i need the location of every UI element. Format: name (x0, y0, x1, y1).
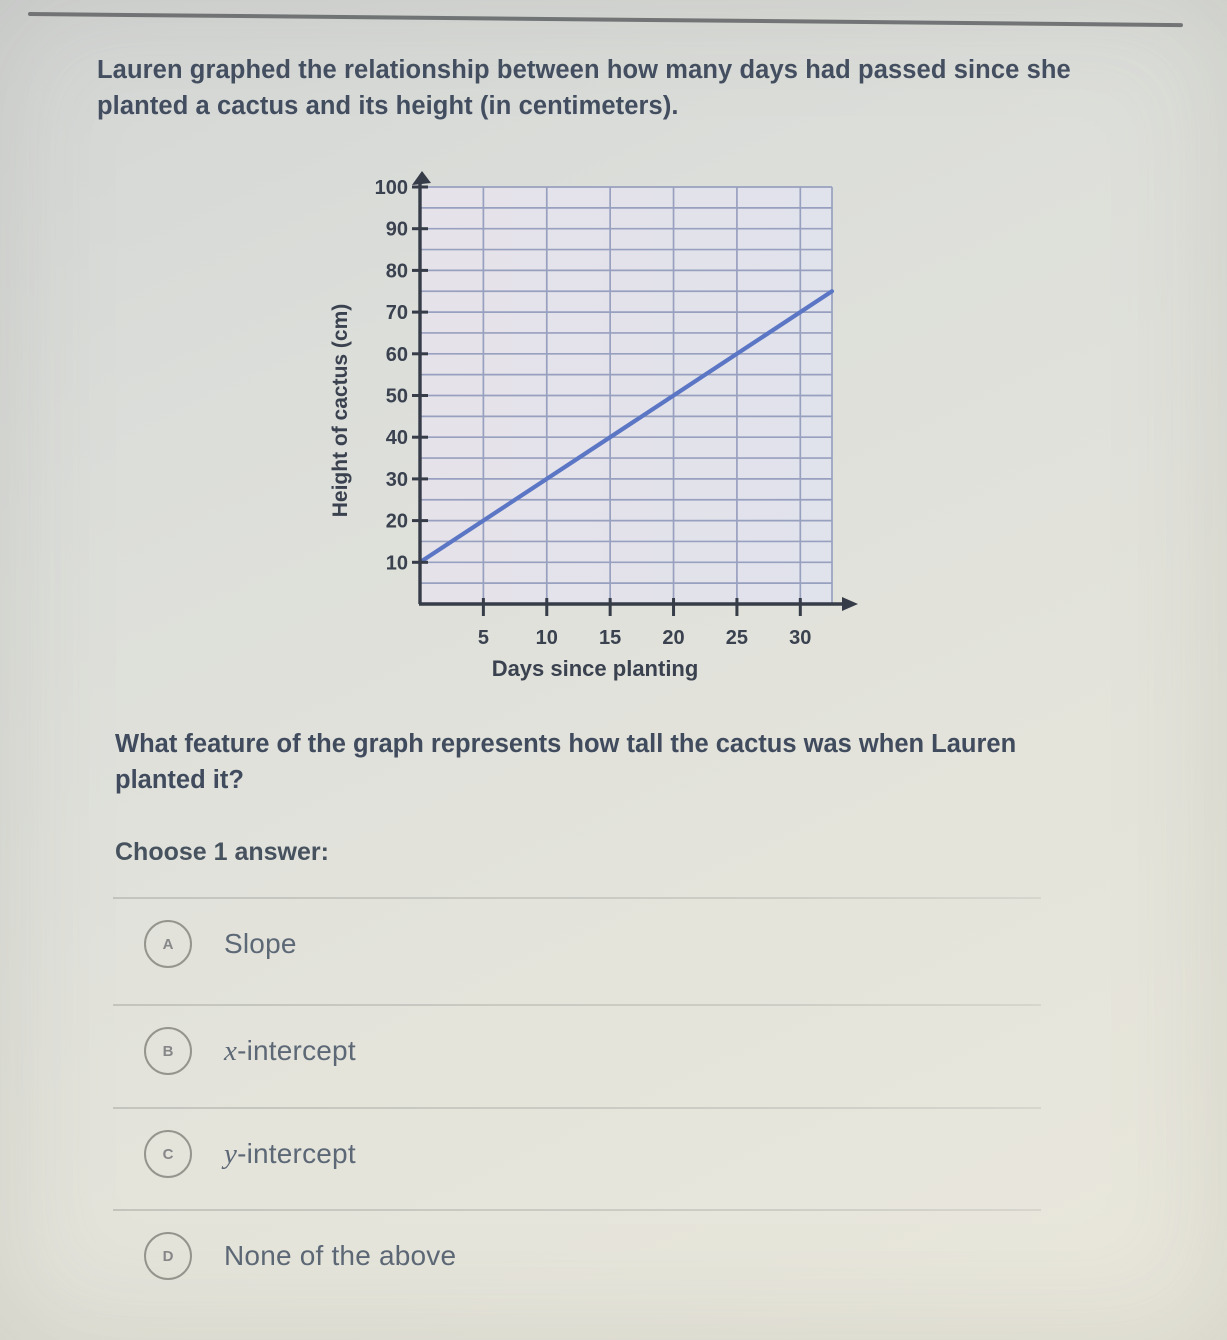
svg-text:5: 5 (477, 627, 489, 649)
answer-option-a[interactable] (144, 920, 297, 968)
radio-button[interactable] (144, 1130, 192, 1178)
line-chart (315, 163, 860, 708)
svg-text:30: 30 (789, 627, 812, 649)
option-letter: B (162, 1042, 174, 1060)
question-text: What feature of the graph represents how tall the cactus was when Lauren planted it? (115, 730, 1017, 794)
svg-text:60: 60 (385, 343, 408, 366)
top-divider (28, 12, 1183, 27)
svg-text:20: 20 (662, 627, 685, 649)
svg-text:20: 20 (385, 510, 408, 533)
option-letter: D (162, 1247, 174, 1265)
option-label: x-intercept (224, 1034, 356, 1067)
radio-button[interactable] (144, 920, 192, 968)
svg-text:70: 70 (385, 302, 408, 325)
svg-text:50: 50 (385, 385, 408, 408)
answer-option-c[interactable] (144, 1130, 356, 1178)
answer-option-d[interactable] (144, 1232, 456, 1280)
svg-text:Days since planting: Days since planting (491, 656, 699, 681)
math-variable: x (224, 1034, 238, 1067)
choose-answer-label: Choose 1 answer: (115, 838, 329, 866)
option-divider (113, 1209, 1041, 1211)
option-divider (113, 897, 1041, 899)
svg-text:90: 90 (385, 218, 408, 241)
svg-text:40: 40 (385, 427, 408, 450)
option-label: None of the above (224, 1240, 457, 1271)
option-letter: A (162, 935, 174, 953)
svg-text:15: 15 (599, 627, 622, 649)
cactus-height-graph (315, 163, 860, 708)
svg-text:30: 30 (385, 468, 408, 491)
svg-text:Height of cactus (cm): Height of cactus (cm) (329, 303, 352, 518)
svg-text:80: 80 (385, 260, 408, 283)
option-divider (113, 1107, 1041, 1109)
option-divider (113, 1004, 1041, 1006)
svg-text:10: 10 (385, 552, 408, 575)
option-label: y-intercept (224, 1137, 356, 1170)
option-label: Slope (224, 928, 297, 959)
svg-text:10: 10 (535, 627, 558, 649)
svg-text:25: 25 (725, 627, 749, 649)
math-variable: y (224, 1137, 238, 1170)
option-letter: C (162, 1145, 174, 1163)
radio-button[interactable] (144, 1232, 192, 1280)
svg-text:100: 100 (374, 177, 408, 199)
answer-option-b[interactable] (144, 1027, 356, 1075)
problem-statement: Lauren graphed the relationship between how many days had passed since she planted a cactus and its height (in centimeters). (97, 56, 1071, 120)
radio-button[interactable] (144, 1027, 192, 1075)
